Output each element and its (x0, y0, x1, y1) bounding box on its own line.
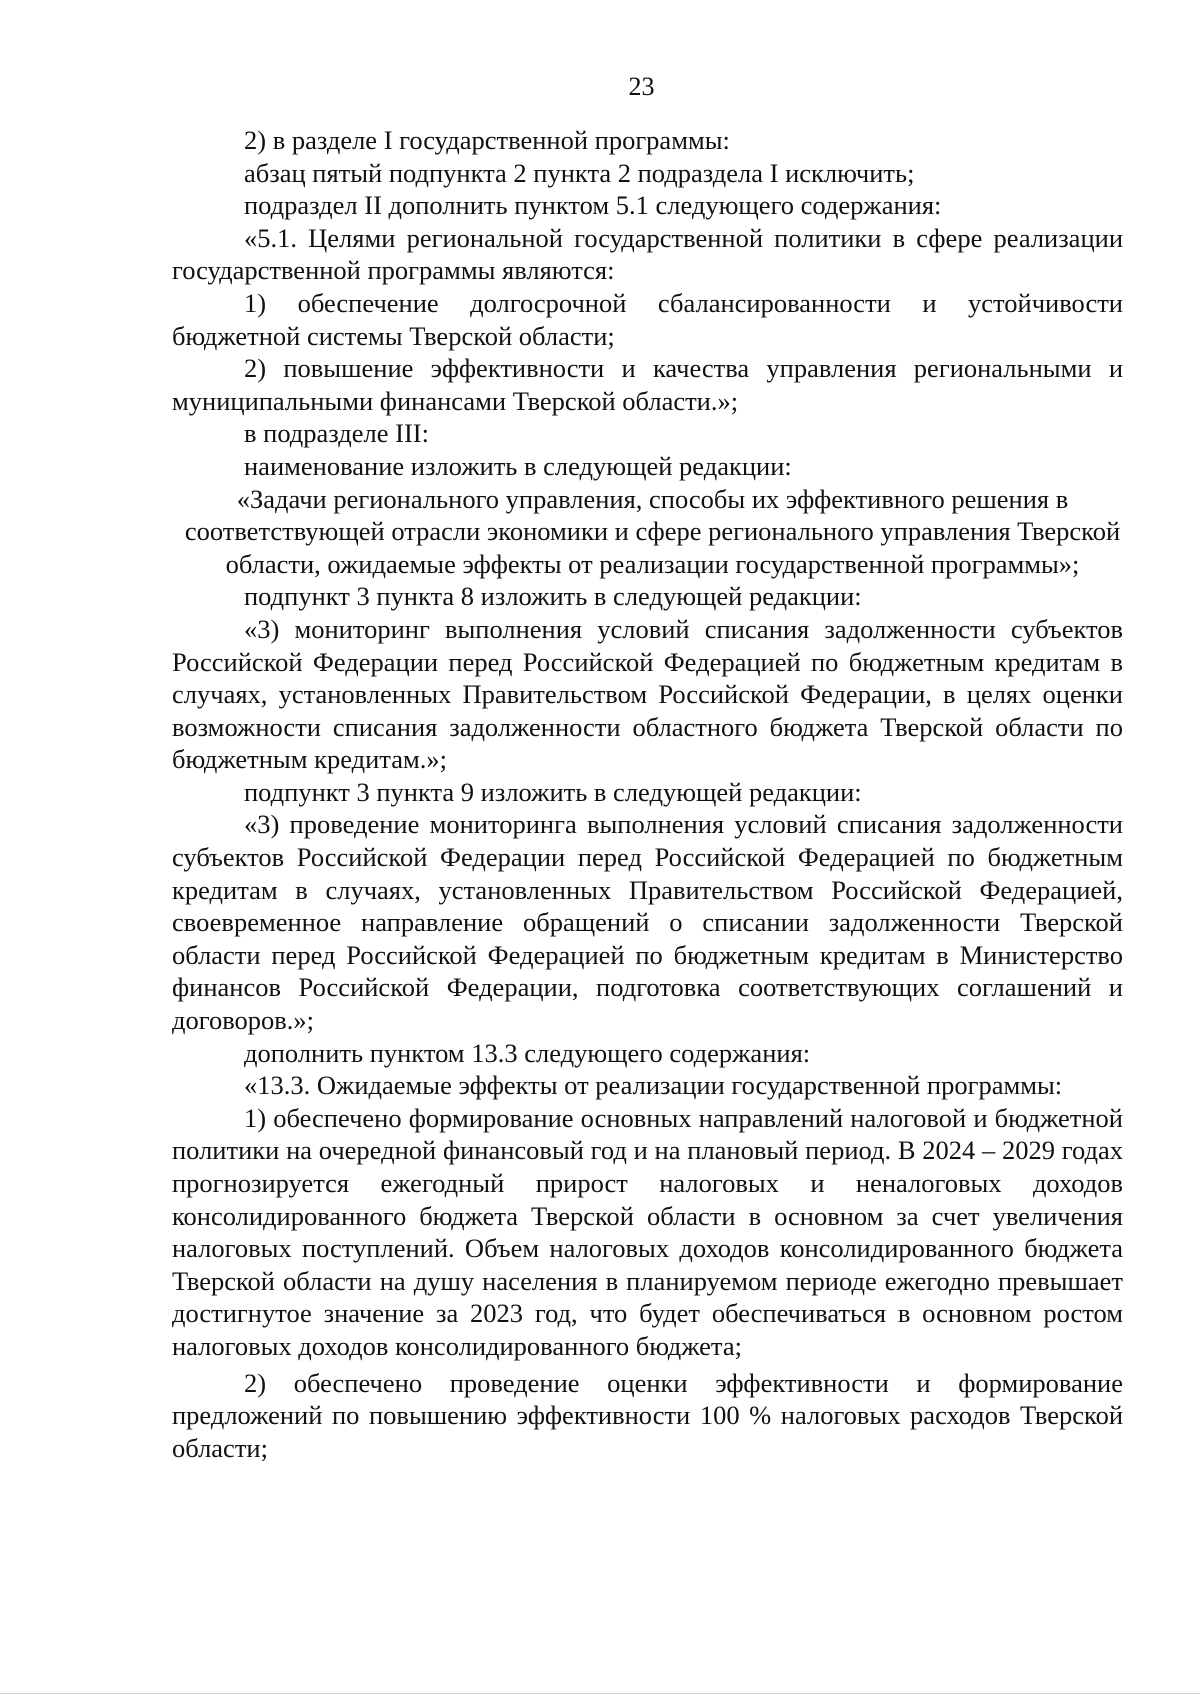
document-body (172, 124, 1123, 1464)
paragraph: «13.3. Ожидаемые эффекты от реализации государственной программы: (244, 1070, 1063, 1101)
paragraph: «3) мониторинг выполнения условий списания задолженности субъектов Российской Федерации перед Российской Федерацией по бюджетным кредитам в случаях, установленных Правительством Российской Федерации, в целях оценки возможности списания задолженности областного бюджета Тверской области по бюджетным кредитам.»; (172, 613, 1123, 775)
paragraph: подпункт 3 пункта 8 изложить в следующей редакции: (244, 581, 862, 612)
scan-edge-line (0, 1693, 1200, 1694)
paragraph: дополнить пунктом 13.3 следующего содержания: (244, 1037, 811, 1068)
paragraph: «5.1. Целями региональной государственной политики в сфере реализации государственной программы являются: (172, 222, 1123, 286)
paragraph: абзац пятый подпункта 2 пункта 2 подраздела I исключить; (244, 157, 915, 188)
paragraph: подраздел II дополнить пунктом 5.1 следующего содержания: (244, 190, 942, 221)
paragraph: 1) обеспечено формирование основных направлений налоговой и бюджетной политики на очередной финансовый год и на плановый период. В 2024 – 2029 годах прогнозируется ежегодный прирост налоговых и неналоговых доходов консолидированного бюджета Тверской области в основном за счет увеличения налоговых поступлений. Объем налоговых доходов консолидированного бюджета Тверской области на душу населения в планируемом периоде ежегодно превышает достигнутое значение за 2023 год, что будет обеспечиваться в основном ростом налоговых доходов консолидированного бюджета; (172, 1102, 1123, 1361)
page-number: 23 (628, 72, 655, 101)
paragraph: наименование изложить в следующей редакции: (244, 450, 792, 481)
paragraph: 2) повышение эффективности и качества управления региональными и муниципальными финансами Тверской области.»; (172, 353, 1123, 416)
paragraph: 2) обеспечено проведение оценки эффективности и формирование предложений по повышению эффективности 100 % налоговых расходов Тверской области; (172, 1367, 1123, 1463)
paragraph: 2) в разделе I государственной программы: (244, 125, 730, 155)
paragraph: подпункт 3 пункта 9 изложить в следующей редакции: (244, 776, 862, 807)
paragraph: 1) обеспечение долгосрочной сбалансированности и устойчивости бюджетной системы Тверской области; (172, 287, 1123, 351)
section-heading: «Задачи регионального управления, способы их эффективного решения в соответствующей отрасли экономики и сфере регионального управления Тверской области, ожидаемые эффекты от реализации государственной программы»; (184, 483, 1121, 579)
paragraph: в подразделе III: (244, 418, 429, 449)
paragraph: «3) проведение мониторинга выполнения условий списания задолженности субъектов Российской Федерации перед Российской Федерацией по бюджетным кредитам в случаях, установленных Правительством Российской Федерацией, своевременное направление обращений о списании задолженности Тверской области перед Российской Федерацией по бюджетным кредитам в Министерство финансов Российской Федерации, подготовка соответствующих соглашений и договоров.»; (172, 809, 1123, 1036)
